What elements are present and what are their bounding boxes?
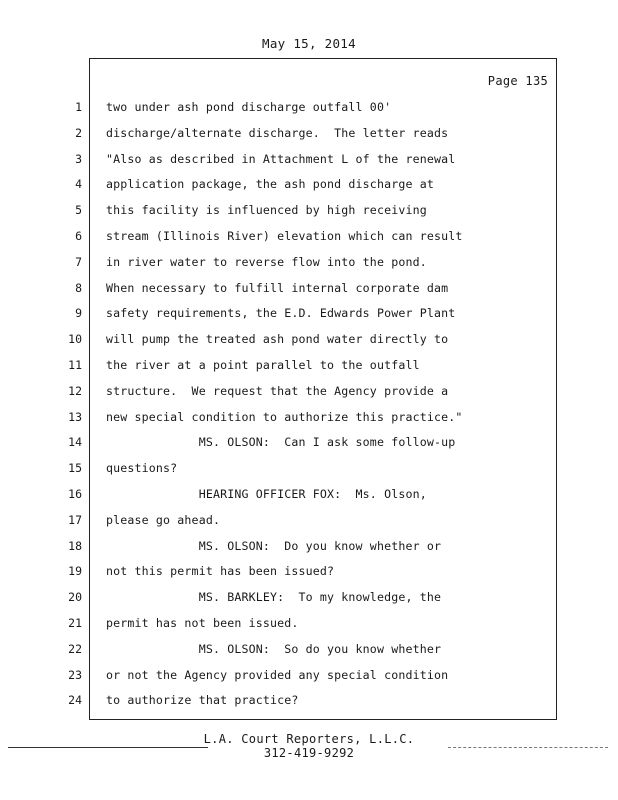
transcript-line: in river water to reverse flow into the pond. xyxy=(106,254,427,269)
transcript-line: MS. OLSON: Do you know whether or xyxy=(106,538,442,553)
transcript-line: two under ash pond discharge outfall 00' xyxy=(106,100,392,114)
line-number: 23 xyxy=(68,667,82,682)
transcript-date: May 15, 2014 xyxy=(262,36,356,51)
court-reporter-name: L.A. Court Reporters, L.L.C. xyxy=(203,732,415,746)
transcript-line: structure. We request that the Agency provide a xyxy=(106,383,449,398)
court-reporter-phone: 312-419-9292 xyxy=(263,746,355,760)
transcript-line: safety requirements, the E.D. Edwards Power Plant xyxy=(106,306,456,321)
line-number: 18 xyxy=(68,538,82,553)
line-number: 10 xyxy=(68,332,82,347)
transcript-line: please go ahead. xyxy=(106,512,221,527)
footer xyxy=(0,732,618,760)
transcript-line: will pump the treated ash pond water directly to xyxy=(106,332,449,347)
line-number: 8 xyxy=(75,280,82,295)
line-number-column xyxy=(60,95,82,714)
transcript-line: the river at a point parallel to the outfall xyxy=(106,357,420,372)
line-number: 11 xyxy=(68,357,82,372)
transcript-line: MS. OLSON: Can I ask some follow-up xyxy=(106,435,456,450)
line-number: 5 xyxy=(75,203,82,218)
transcript-line: discharge/alternate discharge. The letter reads xyxy=(106,125,449,140)
transcript-line: HEARING OFFICER FOX: Ms. Olson, xyxy=(106,486,427,501)
transcript-line: "Also as described in Attachment L of the renewal xyxy=(106,151,456,166)
transcript-line: or not the Agency provided any special condition xyxy=(106,667,449,682)
line-number: 9 xyxy=(75,306,82,321)
transcript-line: questions? xyxy=(106,461,178,476)
transcript-line: MS. BARKLEY: To my knowledge, the xyxy=(106,590,442,605)
line-number: 16 xyxy=(68,486,82,501)
transcript-line: not this permit has been issued? xyxy=(106,564,335,579)
line-number: 22 xyxy=(68,641,82,656)
line-number: 7 xyxy=(75,254,82,269)
line-number: 13 xyxy=(68,409,82,424)
transcript-line: to authorize that practice? xyxy=(106,693,299,708)
transcript-line: this facility is influenced by high receiving xyxy=(106,203,427,218)
line-number: 1 xyxy=(75,100,82,114)
line-number: 3 xyxy=(75,151,82,166)
transcript-line: new special condition to authorize this practice." xyxy=(106,409,463,424)
transcript-line: stream (Illinois River) elevation which can result xyxy=(106,228,463,243)
line-number: 21 xyxy=(68,615,82,630)
line-number: 14 xyxy=(68,435,82,450)
transcript-line: MS. OLSON: So do you know whether xyxy=(106,641,442,656)
line-number: 19 xyxy=(68,564,82,579)
line-number: 24 xyxy=(68,693,82,708)
line-number: 15 xyxy=(68,461,82,476)
line-number: 20 xyxy=(68,590,82,605)
line-number: 4 xyxy=(75,177,82,192)
transcript-body xyxy=(106,95,551,714)
line-number: 17 xyxy=(68,512,82,527)
transcript-line: When necessary to fulfill internal corporate dam xyxy=(106,280,449,295)
line-number: 2 xyxy=(75,125,82,140)
line-number: 6 xyxy=(75,228,82,243)
line-number: 12 xyxy=(68,383,82,398)
transcript-line: permit has not been issued. xyxy=(106,615,299,630)
page-number: Page 135 xyxy=(487,74,548,88)
transcript-line: application package, the ash pond discharge at xyxy=(106,177,434,192)
